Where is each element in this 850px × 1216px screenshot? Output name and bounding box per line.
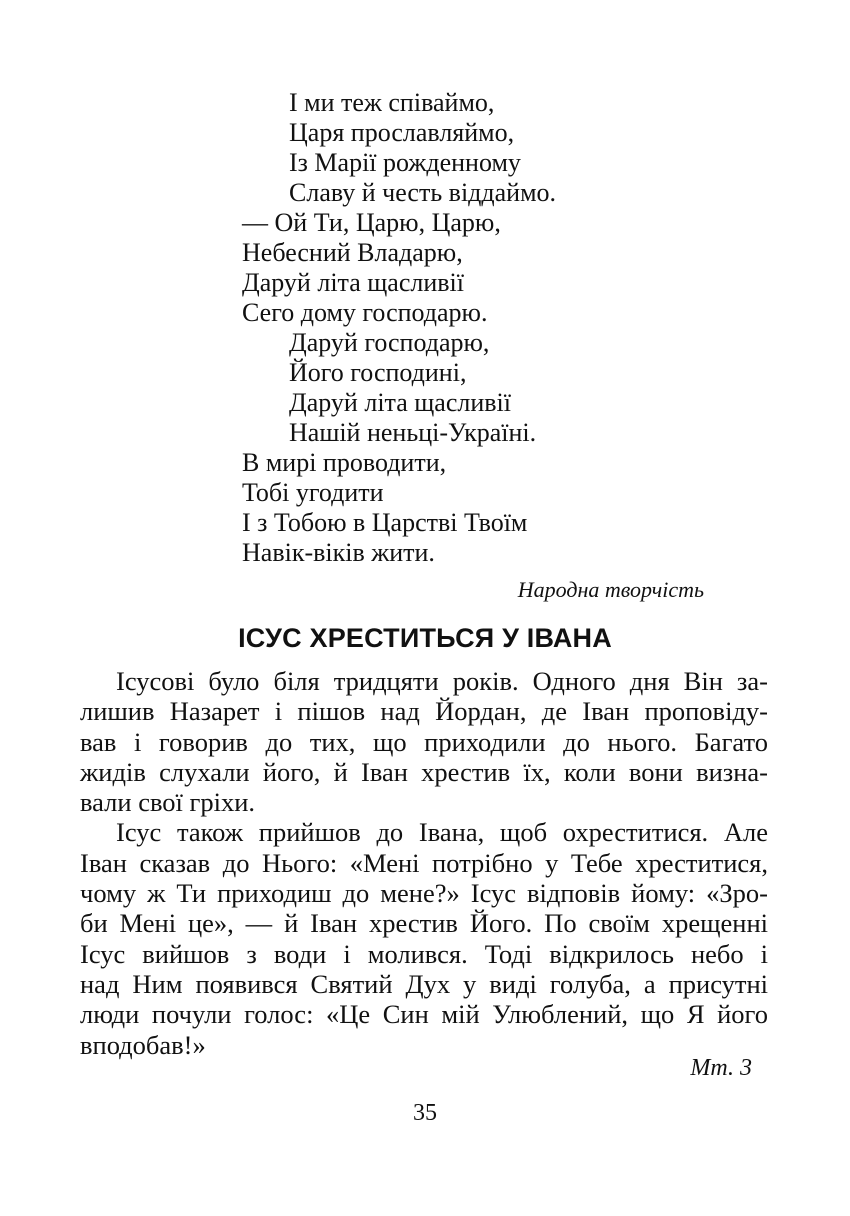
poem-line: Із Марії рожденному: [289, 148, 521, 177]
poem-line: Небесний Владарю,: [242, 238, 463, 267]
text-line: люди почули голос: «Це Син мій Улюблений, що Я його: [80, 999, 768, 1030]
poem-line: Сего дому господарю.: [242, 298, 488, 327]
text-line: вав і говорив до тих, що приходили до нього. Багато: [80, 726, 768, 757]
poem-line: І ми теж співаймо,: [289, 88, 495, 117]
poem-line: Даруй господарю,: [289, 328, 490, 357]
text-line: Ісус також прийшов до Івана, щоб охреститися. Але: [116, 817, 768, 848]
poem-line: Навік-віків жити.: [242, 538, 435, 567]
text-line: Ісусові було біля тридцяти років. Одного дня Він за-: [116, 666, 768, 696]
poem-line: В мирі проводити,: [242, 448, 447, 477]
text-line: чому ж Ти приходиш до мене?» Ісус відповів йому: «Зро-: [80, 878, 768, 909]
poem-line: Тобі угодити: [242, 478, 384, 507]
text-line: лишив Назарет і пішов над Йордан, де Іван проповіду-: [80, 696, 768, 727]
poem: [242, 88, 762, 568]
text-line: вподобав!»: [80, 1029, 206, 1060]
text-line: над Ним появився Святий Дух у виді голуба, а присутні: [80, 968, 768, 999]
poem-attribution: Народна творчість: [517, 577, 704, 602]
poem-line: Даруй літа щасливії: [242, 268, 464, 297]
paragraph-1: [80, 666, 768, 817]
story-text: [80, 666, 768, 1060]
paragraph-2: [80, 817, 768, 1059]
section-title: ІСУС ХРЕСТИТЬСЯ У ІВАНА: [238, 623, 612, 653]
text-line: Ісус вийшов з води і молився. Тоді відкрилось небо і: [80, 938, 768, 969]
text-line: би Мені це», — й Іван хрестив Його. По своїм хрещенні: [80, 908, 768, 939]
scripture-reference: Мт. 3: [690, 1055, 752, 1081]
poem-line: Нашій неньці-Україні.: [289, 418, 537, 447]
poem-line: Даруй літа щасливії: [289, 388, 511, 417]
text-line: Іван сказав до Нього: «Мені потрібно у Тебе хреститися,: [80, 847, 768, 878]
poem-line: І з Тобою в Царстві Твоїм: [242, 508, 528, 537]
text-line: жидів слухали його, й Іван хрестив їх, коли вони визна-: [80, 756, 768, 787]
poem-line: — Ой Ти, Царю, Царю,: [242, 208, 501, 237]
poem-line: Його господині,: [289, 358, 467, 387]
poem-line: Царя прославляймо,: [289, 118, 515, 147]
text-line: вали свої гріхи.: [80, 787, 256, 818]
page-number: 35: [413, 1100, 437, 1126]
poem-line: Славу й честь віддаймо.: [289, 178, 557, 207]
